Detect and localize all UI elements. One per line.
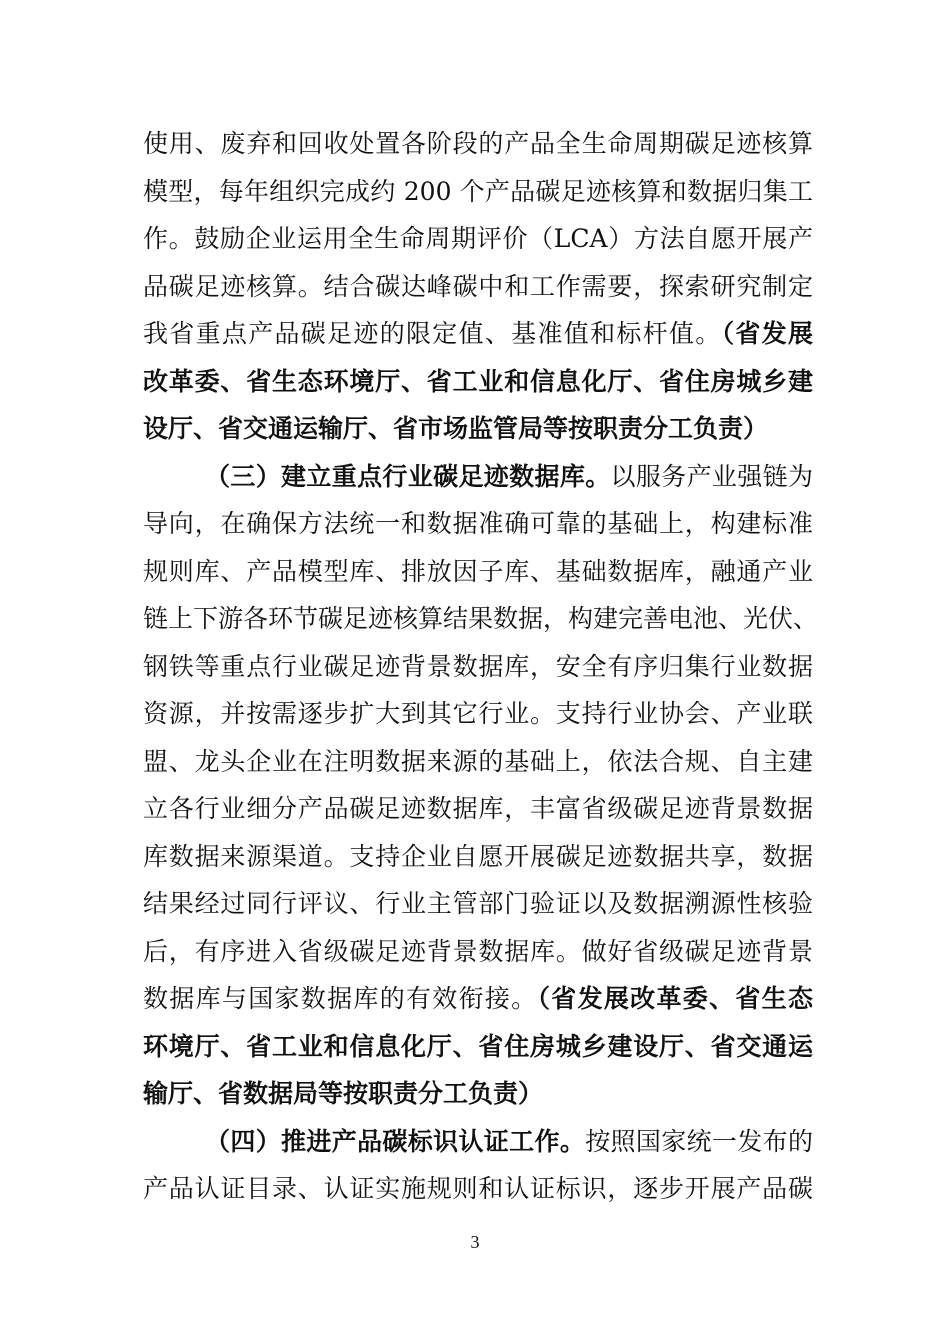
text-line xyxy=(143,738,813,786)
text-line xyxy=(143,880,813,928)
text-line xyxy=(143,215,813,263)
text-run: 以服务产业强链为 xyxy=(610,461,813,491)
text-line xyxy=(143,1118,813,1166)
text-run: 钢铁等重点行业碳足迹背景数据库，安全有序归集行业数据 xyxy=(143,651,813,681)
text-line xyxy=(143,833,813,881)
text-run: 结果经过同行评议、行业主管部门验证以及数据溯源性核验 xyxy=(143,889,813,918)
page-number: 3 xyxy=(470,1232,480,1252)
text-line xyxy=(143,643,813,691)
text-run: 盟、龙头企业在注明数据来源的基础上，依法合规、自主建 xyxy=(143,746,813,776)
text-line xyxy=(143,548,813,596)
text-line xyxy=(143,1023,813,1071)
section-heading-3: （三）建立重点行业碳足迹数据库。 xyxy=(205,461,611,491)
text-line xyxy=(143,690,813,738)
text-line xyxy=(143,595,819,643)
text-run: 作。鼓励企业运用全生命周期评价（LCA）方法自愿开展产 xyxy=(143,224,813,253)
text-run: 品碳足迹核算。结合碳达峰碳中和工作需要，探索研究制定 xyxy=(143,271,813,301)
text-run: 产品认证目录、认证实施规则和认证标识，逐步开展产品碳 xyxy=(143,1174,813,1203)
text-run: 导向，在确保方法统一和数据准确可靠的基础上，构建标准 xyxy=(143,509,813,538)
text-run: 链上下游各环节碳足迹核算结果数据，构建完善电池、光伏、 xyxy=(143,604,819,633)
text-line xyxy=(143,928,813,976)
text-line xyxy=(143,168,813,216)
text-run: 资源，并按需逐步扩大到其它行业。支持行业协会、产业联 xyxy=(143,699,813,728)
text-line xyxy=(143,310,813,358)
responsible-departments: （省发展 xyxy=(721,319,813,348)
text-line xyxy=(143,453,813,501)
text-line xyxy=(143,405,813,453)
text-line xyxy=(143,358,813,406)
text-run: 我省重点产品碳足迹的限定值、基准值和标杆值。 xyxy=(143,319,722,348)
text-line xyxy=(143,120,813,168)
text-run: 库数据来源渠道。支持企业自愿开展碳足迹数据共享，数据 xyxy=(143,841,813,871)
text-line xyxy=(143,1070,813,1118)
text-line xyxy=(143,975,813,1023)
body-text xyxy=(143,120,819,1213)
responsible-departments: 设厅、省交通运输厅、省市场监管局等按职责分工负责） xyxy=(143,414,769,443)
text-run: 后，有序进入省级碳足迹背景数据库。做好省级碳足迹背景 xyxy=(143,936,813,966)
text-line xyxy=(143,1165,813,1213)
responsible-departments: 输厅、省数据局等按职责分工负责） xyxy=(143,1079,544,1108)
text-run: 模型，每年组织完成约 200 个产品碳足迹核算和数据归集工 xyxy=(143,176,813,206)
text-run: 使用、废弃和回收处置各阶段的产品全生命周期碳足迹核算 xyxy=(143,129,813,158)
text-run: 数据库与国家数据库的有效衔接。 xyxy=(143,984,538,1013)
text-line xyxy=(143,500,813,548)
text-run: 立各行业细分产品碳足迹数据库，丰富省级碳足迹背景数据 xyxy=(143,794,813,823)
responsible-departments: （省发展改革委、省生态 xyxy=(537,984,813,1013)
responsible-departments: 改革委、省生态环境厅、省工业和信息化厅、省住房城乡建 xyxy=(143,366,813,396)
section-heading-4: （四）推进产品碳标识认证工作。 xyxy=(205,1126,586,1156)
text-line xyxy=(143,785,813,833)
text-line xyxy=(143,263,813,311)
responsible-departments: 环境厅、省工业和信息化厅、省住房城乡建设厅、省交通运 xyxy=(143,1031,813,1061)
text-run: 规则库、产品模型库、排放因子库、基础数据库，融通产业 xyxy=(143,556,813,586)
text-run: 按照国家统一发布的 xyxy=(585,1126,813,1156)
